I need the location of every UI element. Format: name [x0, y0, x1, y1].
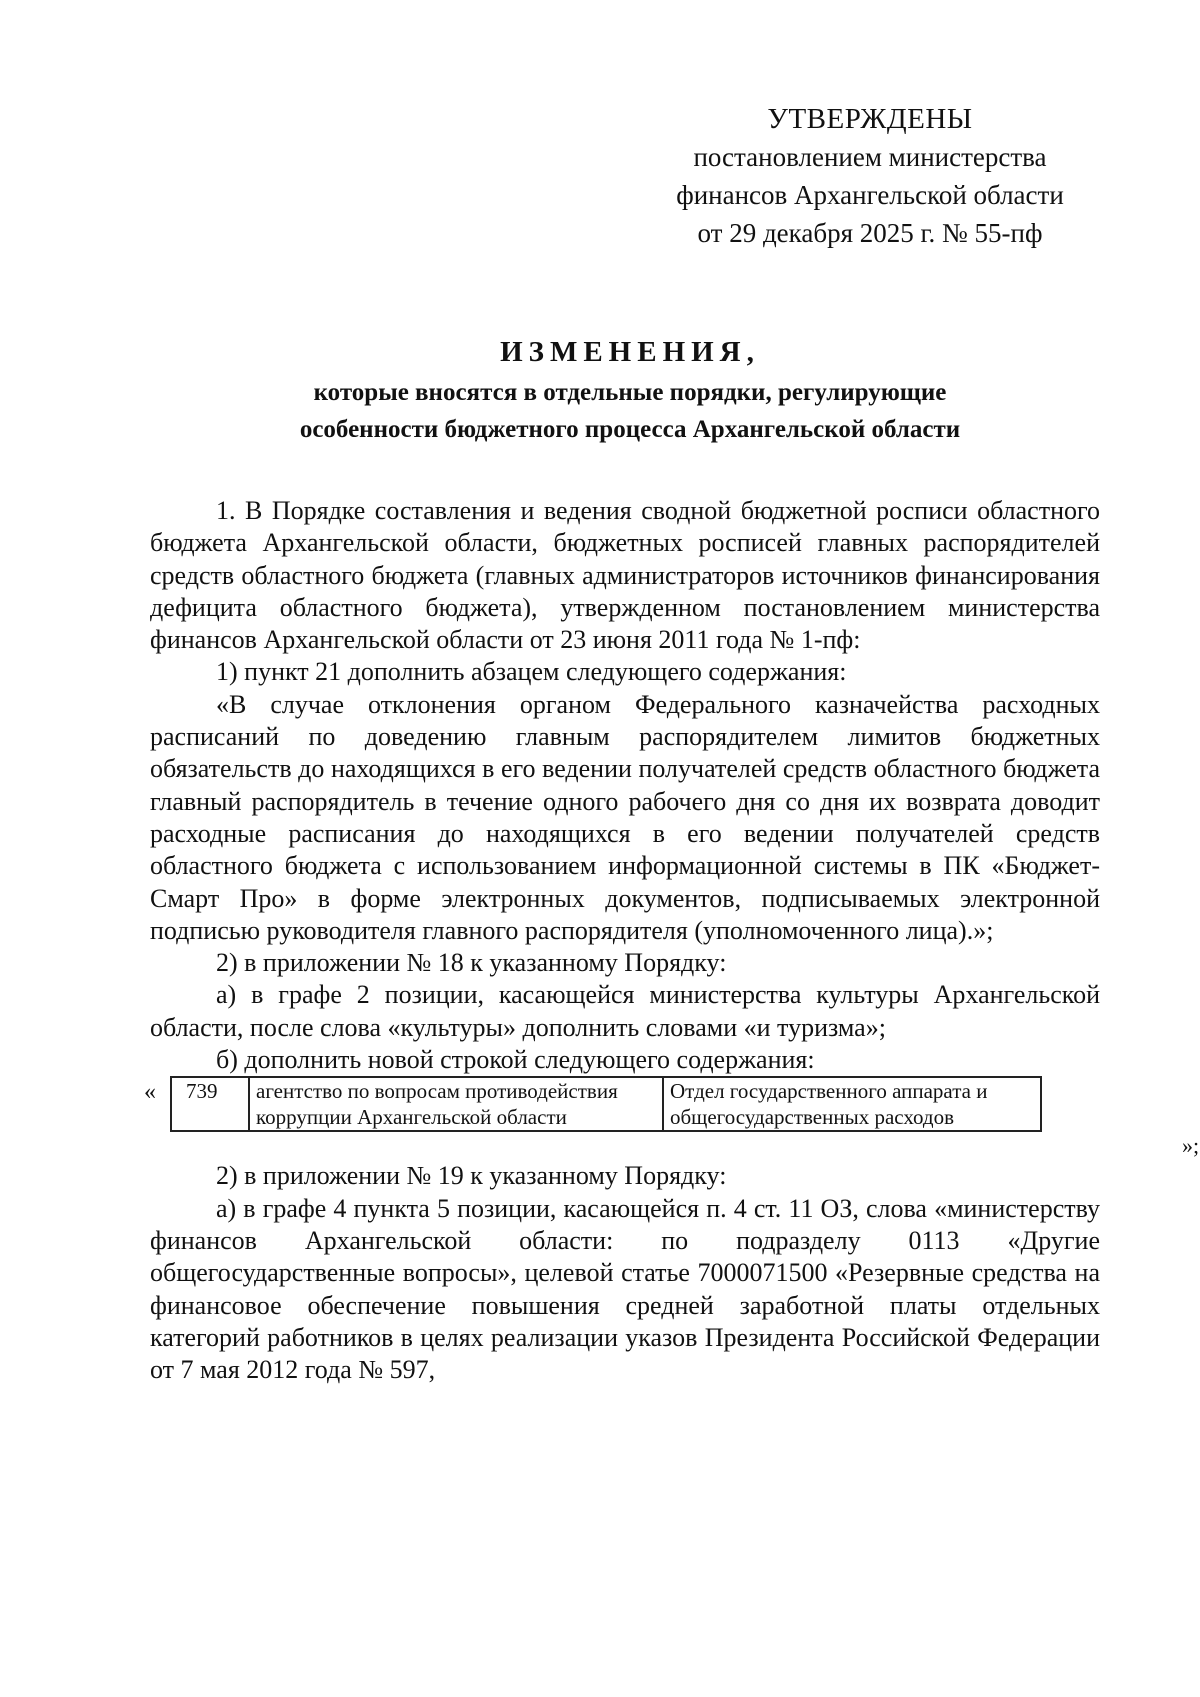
document-title: [180, 330, 1080, 448]
title-subtitle-2: особенности бюджетного процесса Архангельской области: [299, 416, 961, 443]
row-department: Отдел государственного аппарата и общегосударственных расходов: [663, 1077, 1041, 1131]
approval-line-3: от 29 декабря 2025 г. № 55-пф: [697, 218, 1043, 248]
paragraph-6: б) дополнить новой строкой следующего содержания:: [216, 1045, 815, 1075]
paragraph-5: а) в графе 2 позиции, касающейся министерства культуры Архангельской области, после слова «культуры» дополнить словами «и туризма»;: [150, 980, 1100, 1042]
document-body: [144, 495, 1200, 1386]
approval-heading: УТВЕРЖДЕНЫ: [767, 103, 973, 135]
paragraph-2: 1) пункт 21 дополнить абзацем следующего содержания:: [216, 657, 847, 687]
paragraph-7: 2) в приложении № 19 к указанному Порядку:: [216, 1161, 727, 1191]
table-row: [171, 1077, 1041, 1131]
paragraph-4: 2) в приложении № 18 к указанному Порядку:: [216, 948, 727, 978]
row-code: 739: [171, 1077, 249, 1131]
inserted-row-block: [144, 1076, 1200, 1160]
title-subtitle-1: которые вносятся в отдельные порядки, регулирующие: [313, 379, 947, 406]
paragraph-8: а) в графе 4 пункта 5 позиции, касающейся п. 4 ст. 11 ОЗ, слова «министерству финансов Архангельской области: по подразделу 0113 «Другие общегосударственные вопросы», целевой статье 7000071500 «Резервные средства на финансовое обеспечение повышения средней заработной платы отдельных категорий работников в целях реализации указов Президента Российской Федерации от 7 мая 2012 года № 597,: [150, 1193, 1100, 1385]
row-name: агентство по вопросам противодействия коррупции Архангельской области: [249, 1077, 663, 1131]
close-quote: »;: [1182, 1133, 1200, 1159]
paragraph-1: 1. В Порядке составления и ведения сводной бюджетной росписи областного бюджета Архангельской области, бюджетных росписей главных распорядителей средств областного бюджета (главных администраторов источников финансирования дефицита областного бюджета), утвержденном постановлением министерства финансов Архангельской области от 23 июня 2011 года № 1-пф:: [150, 496, 1100, 655]
paragraph-3: «В случае отклонения органом Федерального казначейства расходных расписаний по доведению главным распорядителем лимитов бюджетных обязательств до находящихся в его ведении получателей средств областного бюджета главный распорядитель в течение одного рабочего дня со дня их возврата доводит расходные расписания до находящихся в его ведении получателей средств областного бюджета с использованием информационной системы в ПК «Бюджет-Смарт Про» в форме электронных документов, подписываемых электронной подписью руководителя главного распорядителя (уполномоченного лица).»;: [150, 689, 1100, 945]
approval-line-1: постановлением министерства: [693, 142, 1047, 172]
open-quote: «: [144, 1079, 156, 1106]
approval-line-2: финансов Архангельской области: [676, 180, 1064, 210]
inserted-row-table: [170, 1076, 1042, 1132]
approval-stamp: [660, 100, 1080, 252]
title-main: ИЗМЕНЕНИЯ,: [500, 336, 760, 368]
